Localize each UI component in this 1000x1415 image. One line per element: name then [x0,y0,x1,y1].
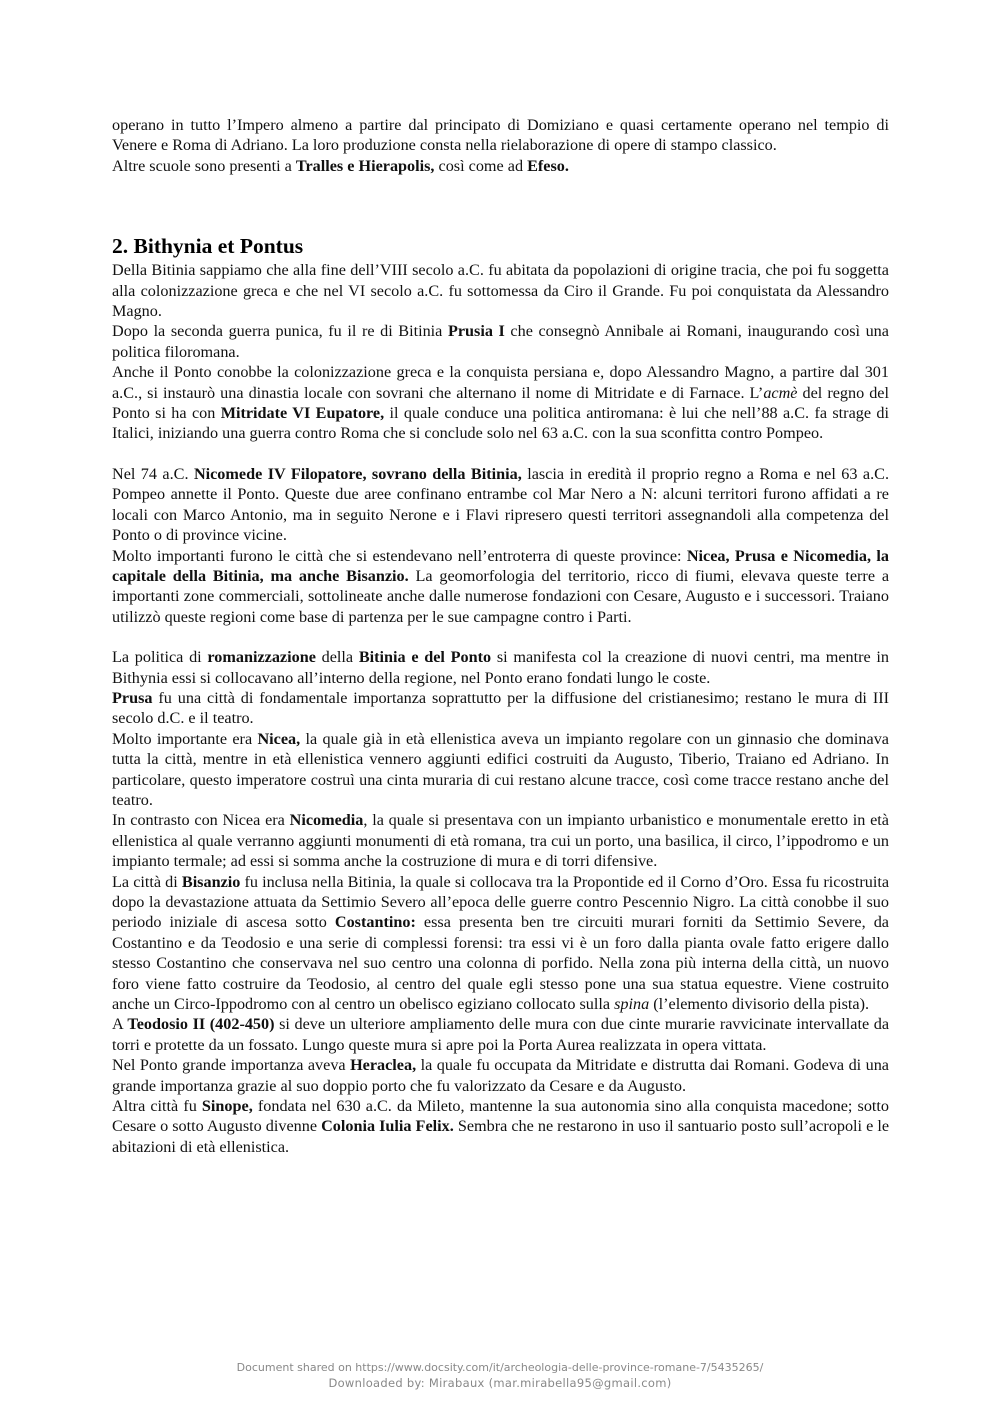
paragraph: In contrasto con Nicea era Nicomedia, la quale si presentava con un impianto urbanistico e monumentale eretto in età ellenistica al quale verranno aggiunti monumenti di età romana, tra cui un porto, una basilica, il circo, l’ippodromo e un impianto termale; ad essi si somma anche la costruzione di mura e di torri difensive. [112,811,889,871]
bold-term: romanizzazione [207,648,316,667]
bold-term: Sinope, [201,1097,253,1116]
bold-term: Costantino: [334,913,416,932]
paragraph: Molto importante era Nicea, la quale già in età ellenistica aveva un impianto regolare con un ginnasio che dominava tutta la città, mentre in età ellenistica vennero aggiunti edifici costruiti da Augusto, Tiberio, Traiano ed Adriano. In particolare, questo imperatore costruì una cinta muraria di cui restano alcune tracce, così come tracce restano anche del teatro. [112,729,889,809]
section-heading: 2. Bithynia et Pontus [112,234,304,259]
paragraph: operano in tutto l’Impero almeno a partire dal principato di Domiziano e quasi certamente operano nel tempio di Venere e Roma di Adriano. La loro produzione consta nella rielaborazione di opere di stampo classico. [112,116,889,155]
bold-term: Heraclea, [350,1056,417,1075]
footer-shared-line: Document shared on https://www.docsity.com/it/archeologia-delle-province-romane-7/5435265/ [236,1361,764,1374]
paragraph: Altra città fu Sinope, fondata nel 630 a.C. da Mileto, mantenne la sua autonomia sino alla conquista macedone; sotto Cesare o sotto Augusto divenne Colonia Iulia Felix. Sembra che ne restarono in uso il santuario posto sull’acropoli e le abitazioni di età ellenistica. [112,1097,890,1156]
paragraph: Molto importanti furono le città che si estendevano nell’entroterra di queste province: Nicea, Prusa e Nicomedia, la capitale della Bitinia, ma anche Bisanzio. La geomorfologia del territorio, ricco di fiumi, elevava queste terre a importanti zone commerciali, sottolineate anche dalle numerose fondazioni con Cesare, Augusto e i successori. Traiano utilizzò queste regioni come base di partenza per le sue campagne contro i Parti. [112,546,889,626]
bold-term: Mitridate VI Eupatore, [220,404,385,423]
paragraph: Anche il Ponto conobbe la colonizzazione greca e la conquista persiana e, dopo Alessandro Magno, a partire dal 301 a.C., si instaurò una dinastia locale con sovrani che alternano il nome di Mitridate e di Farnace. L’acmè del regno del Ponto si ha con Mitridate VI Eupatore, il quale conduce una politica antiromana: è lui che nell’88 a.C. fa strage di Italici, iniziando una guerra contro Roma che si conclude solo nel 63 a.C. con la sua sconfitta contro Pompeo. [112,363,889,443]
bold-term: Efeso. [527,156,569,175]
document-body [112,115,889,1157]
bold-term: Prusa [112,688,153,707]
paragraph: Altre scuole sono presenti a Tralles e Hierapolis, così come ad Efeso. [112,156,569,175]
italic-term: spina [614,995,650,1014]
bold-term: Tralles e Hierapolis, [295,156,435,175]
bold-term: Nicomede IV Filopatore, sovrano della Bitinia, [193,464,522,483]
paragraph: Dopo la seconda guerra punica, fu il re di Bitinia Prusia I che consegnò Annibale ai Romani, inaugurando così una politica filoromana. [112,322,889,361]
bold-term: Bitinia e del Ponto [358,648,492,667]
footer-downloaded-line: Downloaded by: Mirabaux (mar.mirabella95@gmail.com) [328,1376,672,1390]
paragraph: Prusa fu una città di fondamentale importanza soprattutto per la diffusione del cristianesimo; restano le mura di III secolo d.C. e il teatro. [112,688,889,728]
paragraph: A Teodosio II (402-450) si deve un ulteriore ampliamento delle mura con due cinte murarie ravvicinate intervallate da torri e protette da un fossato. Lungo queste mura si apre poi la Porta Aurea realizzata in opera vittata. [112,1015,890,1054]
bold-term: Prusia I [447,322,505,341]
paragraph: La politica di romanizzazione della Bitinia e del Ponto si manifesta col la creazione di nuovi centri, ma mentre in Bithynia essi si collocavano all’interno della regione, nel Ponto erano fondati lungo le coste. [112,648,889,687]
paragraph: Nel 74 a.C. Nicomede IV Filopatore, sovrano della Bitinia, lascia in eredità il proprio regno a Roma e nel 63 a.C. Pompeo annette il Ponto. Queste due aree confinano entrambe col Mar Nero a N: alcuni territori furono affidati a re locali con Marco Antonio, ma in seguito Nerone e i Flavi ripresero questi territori assegnandoli alla competenza del Ponto o di province vicine. [112,464,889,545]
paragraph: Della Bitinia sappiamo che alla fine dell’VIII secolo a.C. fu abitata da popolazioni di origine tracia, che poi fu soggetta alla colonizzazione greca e che nel VI secolo a.C. fu sottomessa da Ciro il Grande. Fu poi conquistata da Alessandro Magno. [112,261,889,321]
bold-term: Bisanzio [181,872,241,891]
bold-term: Nicea, Prusa e Nicomedia, la capitale della Bitinia, ma anche Bisanzio. [112,546,889,585]
bold-term: Teodosio II (402-450) [127,1015,275,1034]
paragraph: La città di Bisanzio fu inclusa nella Bitinia, la quale si collocava tra la Propontide ed il Corno d’Oro. Essa fu ricostruita dopo la devastazione attuata da Settimio Severo all’epoca delle guerre contro Pescennio Nigro. La città conobbe il suo periodo iniziale di ascesa sotto Costantino: essa presenta ben tre circuiti murari forniti da Settimio Severe, da Costantino e da Teodosio e una serie di complessi forensi: tra essi vi è un foro dalla pianta ovale fatto erigere dallo stesso Costantino che conservava nel suo centro una colonna di porfido. Nella zona più interna della città, un nuovo foro viene fatto costruire da Teodosio, al centro del quale egli stesso pone una sua statua equestre. Viene costruito anche un Circo-Ippodromo con al centro un obelisco egiziano collocato sulla spina (l’elemento divisorio della pista). [112,872,889,1014]
bold-term: Nicea, [257,729,301,748]
italic-term: acmè [763,383,798,402]
bold-term: Nicomedia [289,811,364,830]
bold-term: Colonia Iulia Felix. [321,1117,454,1136]
paragraph: Nel Ponto grande importanza aveva Heraclea, la quale fu occupata da Mitridate e distrutta dai Romani. Godeva di una grande importanza grazie al suo doppio porto che fu valorizzato da Cesare e da Augusto. [112,1056,889,1095]
